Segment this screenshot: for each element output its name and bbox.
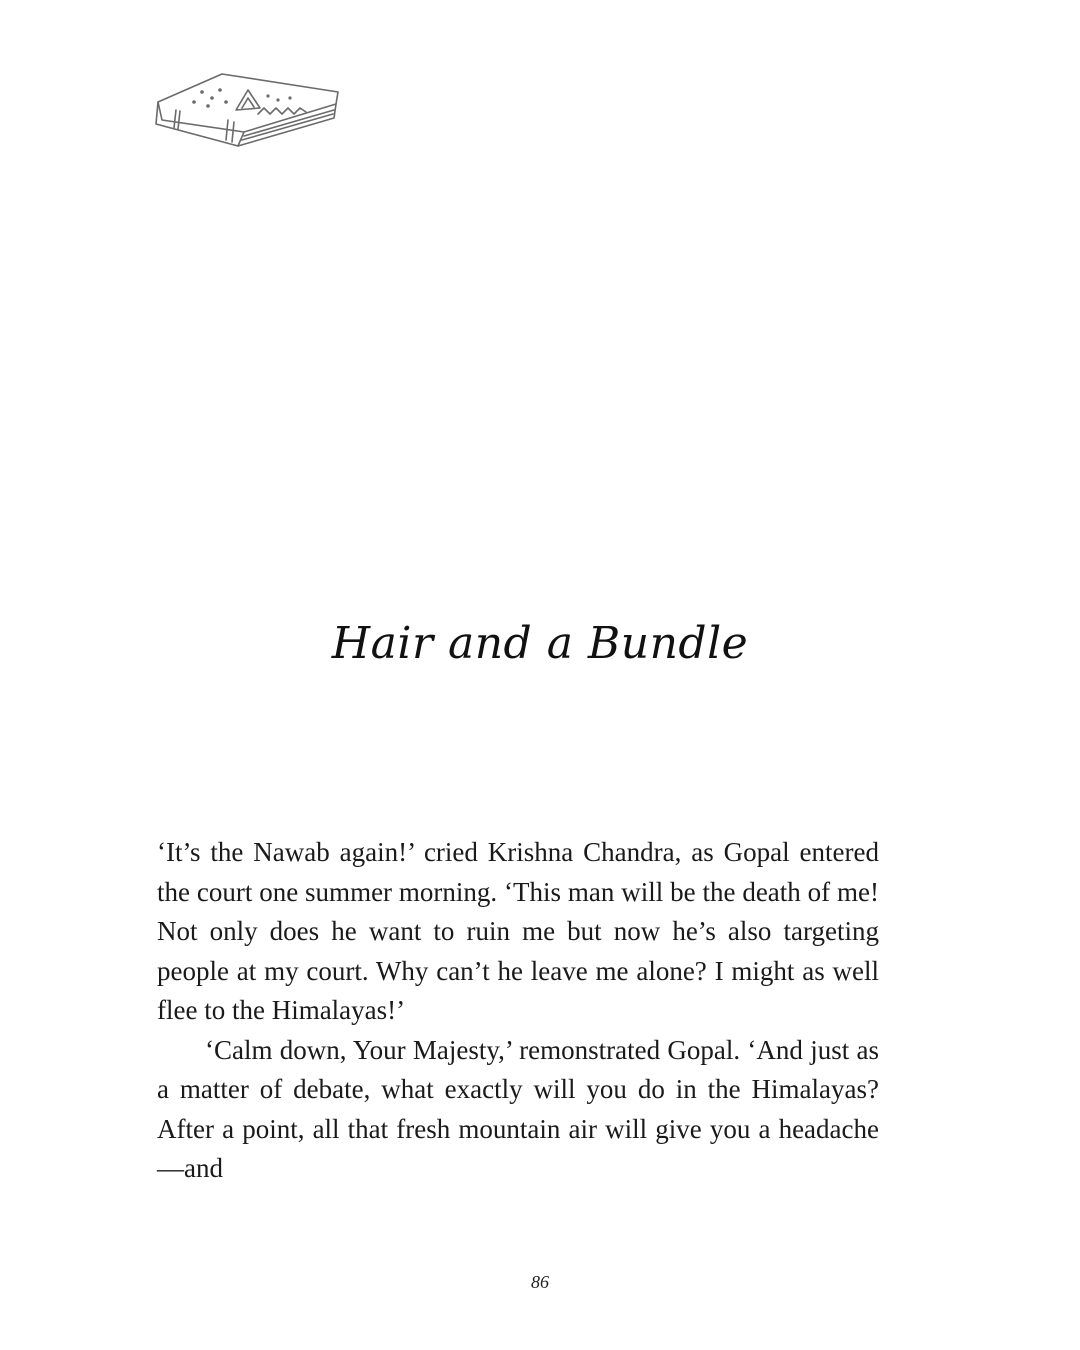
chapter-title: Hair and a Bundle xyxy=(331,618,749,669)
book-illustration xyxy=(150,62,350,162)
book-icon xyxy=(150,62,350,162)
page-number: 86 xyxy=(531,1272,549,1292)
paragraph: ‘Calm down, Your Majesty,’ remonstrated Gopal. ‘And just as a matter of debate, what exactly will you do in the Himalayas? After a point, all that fresh mountain air will give you a headache—and xyxy=(157,1034,879,1183)
body-text xyxy=(157,833,879,1189)
paragraph: ‘It’s the Nawab again!’ cried Krishna Chandra, as Gopal entered the court one summer morning. ‘This man will be the death of me! Not only does he want to ruin me but now he’s also targeting people at my court. Why can’t he leave me alone? I might as well flee to the Himalayas!’ xyxy=(157,837,879,1025)
